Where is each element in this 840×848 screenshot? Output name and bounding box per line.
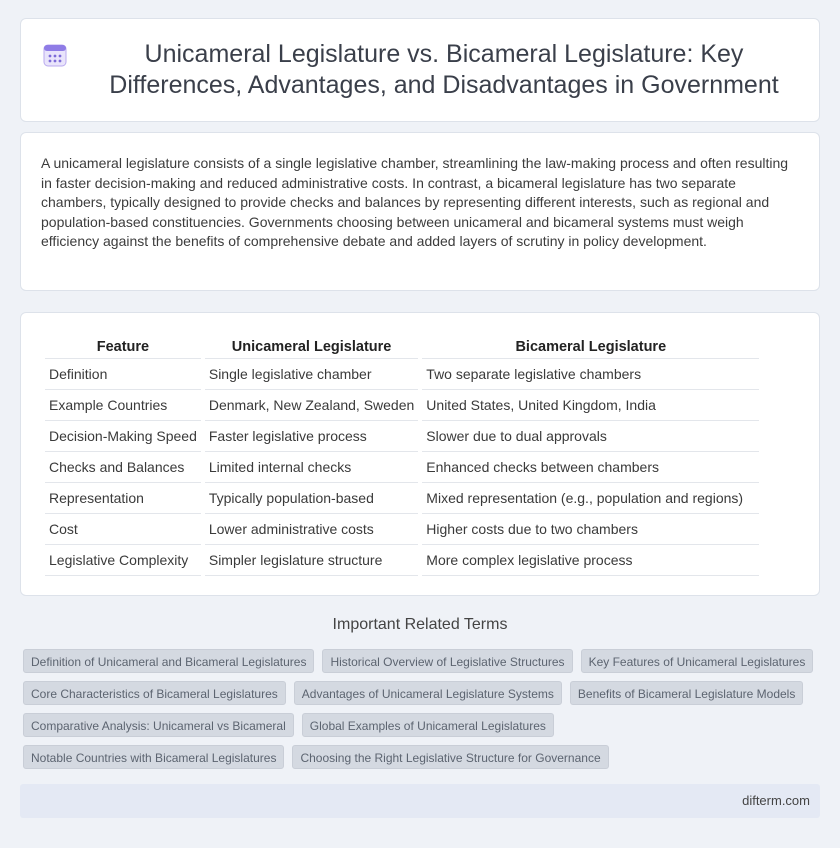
feature-cell: Representation	[45, 483, 201, 514]
feature-cell: Cost	[45, 514, 201, 545]
table-row	[45, 545, 759, 576]
related-term-link[interactable]: Global Examples of Unicameral Legislatures	[302, 713, 554, 737]
footer-brand[interactable]: difterm.com	[742, 793, 810, 808]
table-header-row	[45, 333, 759, 359]
table-row	[45, 421, 759, 452]
related-terms-title: Important Related Terms	[332, 616, 508, 633]
related-term-link[interactable]: Definition of Unicameral and Bicameral Legislatures	[23, 649, 314, 673]
header-bicameral: Bicameral Legislature	[422, 333, 759, 359]
table-row	[45, 390, 759, 421]
unicameral-cell: Single legislative chamber	[205, 359, 418, 390]
header-unicameral: Unicameral Legislature	[205, 333, 418, 359]
unicameral-cell: Typically population-based	[205, 483, 418, 514]
header-card	[20, 18, 820, 122]
comparison-card	[20, 312, 820, 596]
feature-cell: Example Countries	[45, 390, 201, 421]
header-feature: Feature	[45, 333, 201, 359]
comparison-table	[41, 333, 763, 576]
unicameral-cell: Limited internal checks	[205, 452, 418, 483]
intro-card	[20, 132, 820, 291]
related-term-link[interactable]: Benefits of Bicameral Legislature Models	[570, 681, 803, 705]
table-row	[45, 514, 759, 545]
bicameral-cell: Slower due to dual approvals	[422, 421, 759, 452]
feature-cell: Definition	[45, 359, 201, 390]
bicameral-cell: Mixed representation (e.g., population and regions)	[422, 483, 759, 514]
bicameral-cell: United States, United Kingdom, India	[422, 390, 759, 421]
related-term-link[interactable]: Advantages of Unicameral Legislature Systems	[294, 681, 562, 705]
unicameral-cell: Lower administrative costs	[205, 514, 418, 545]
table-row	[45, 359, 759, 390]
related-terms-list	[23, 649, 823, 769]
bicameral-cell: Two separate legislative chambers	[422, 359, 759, 390]
unicameral-cell: Simpler legislature structure	[205, 545, 418, 576]
bicameral-cell: More complex legislative process	[422, 545, 759, 576]
feature-cell: Checks and Balances	[45, 452, 201, 483]
table-row	[45, 483, 759, 514]
bicameral-cell: Higher costs due to two chambers	[422, 514, 759, 545]
feature-cell: Decision-Making Speed	[45, 421, 201, 452]
footer-bar	[20, 784, 820, 818]
related-term-link[interactable]: Core Characteristics of Bicameral Legislatures	[23, 681, 286, 705]
bicameral-cell: Enhanced checks between chambers	[422, 452, 759, 483]
intro-paragraph: A unicameral legislature consists of a single legislative chamber, streamlining the law-making process and often resulting in faster decision-making and reduced administrative costs. In contrast, a bicameral legislature has two separate chambers, typically designed to provide checks and balances by representing different interests, such as regional and population-based constituencies. Governments choosing between unicameral and bicameral systems must weigh efficiency against the benefits of comprehensive debate and added layers of scrutiny in policy development.	[41, 155, 789, 250]
table-row	[45, 452, 759, 483]
related-term-link[interactable]: Notable Countries with Bicameral Legislatures	[23, 745, 284, 769]
calendar-icon	[41, 41, 69, 69]
feature-cell: Legislative Complexity	[45, 545, 201, 576]
related-term-link[interactable]: Key Features of Unicameral Legislatures	[581, 649, 814, 673]
unicameral-cell: Denmark, New Zealand, Sweden	[205, 390, 418, 421]
page-title: Unicameral Legislature vs. Bicameral Legislature: Key Differences, Advantages, and Disadvantages in Government	[109, 40, 779, 99]
related-term-link[interactable]: Historical Overview of Legislative Structures	[322, 649, 572, 673]
related-term-link[interactable]: Choosing the Right Legislative Structure for Governance	[292, 745, 608, 769]
related-term-link[interactable]: Comparative Analysis: Unicameral vs Bicameral	[23, 713, 294, 737]
unicameral-cell: Faster legislative process	[205, 421, 418, 452]
